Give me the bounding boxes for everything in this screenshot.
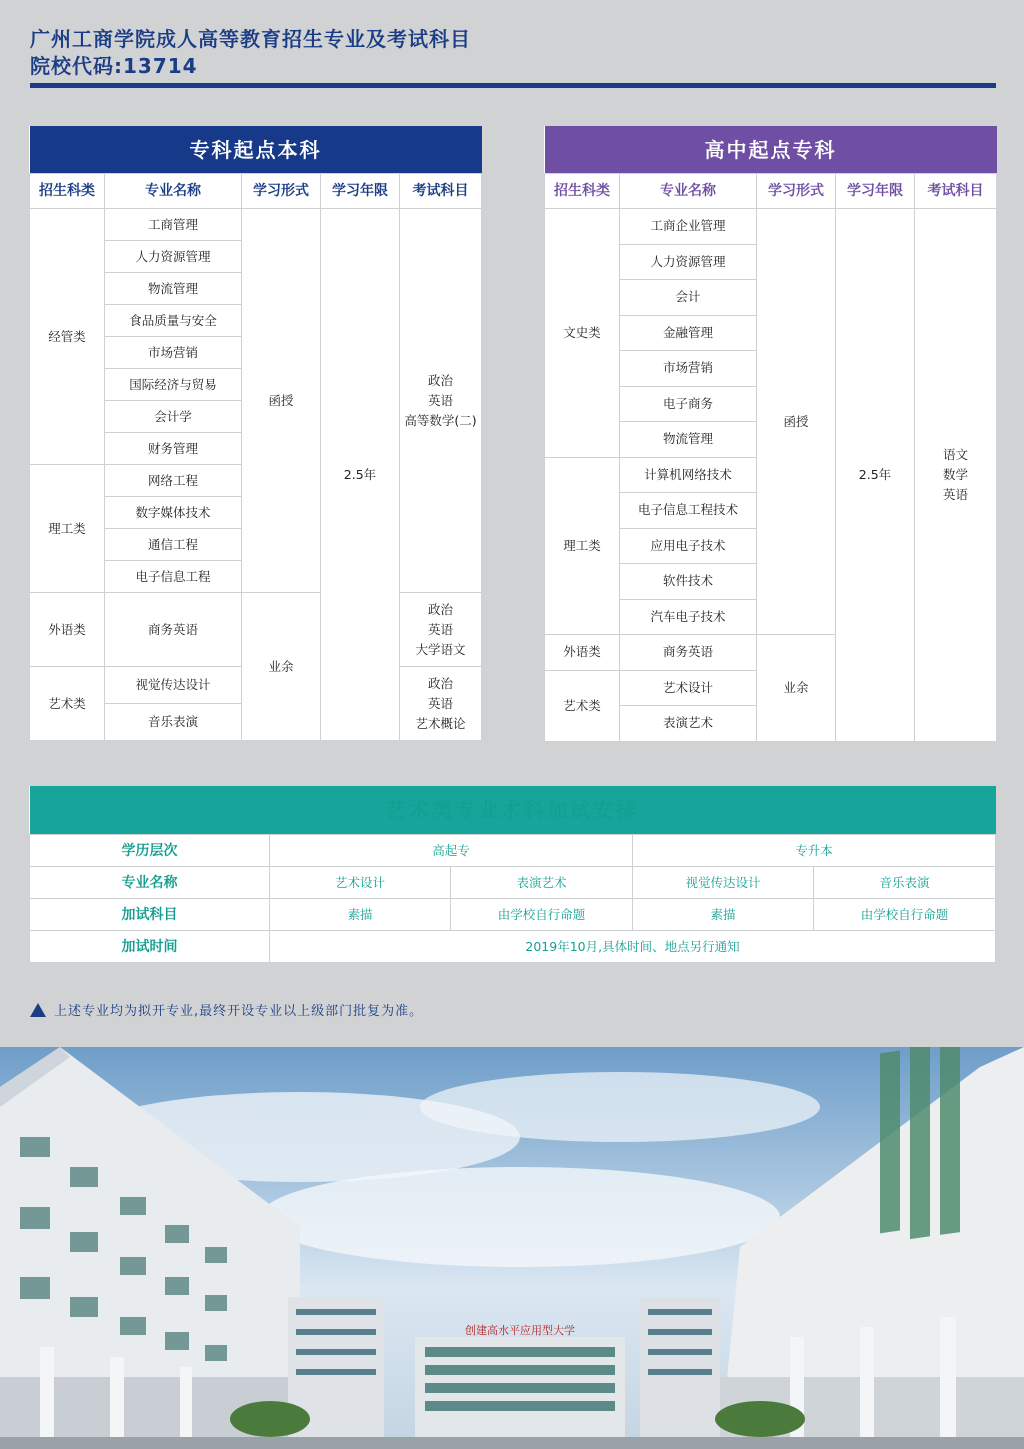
exam-subject: 政治 <box>428 601 454 617</box>
exam-subject: 英语 <box>943 486 969 502</box>
campus-illustration <box>0 1047 1024 1449</box>
major-cell: 表演艺术 <box>451 867 633 899</box>
major-cell: 食品质量与安全 <box>105 305 242 337</box>
major-cell: 艺术设计 <box>270 867 451 899</box>
major-cell: 音乐表演 <box>105 704 242 741</box>
table1-header: 学习形式 <box>242 174 321 209</box>
major-cell: 视觉传达设计 <box>105 667 242 704</box>
title-line-1: 广州工商学院成人高等教育招生专业及考试科目 <box>30 27 471 51</box>
study-years-cell: 2.5年 <box>321 209 400 741</box>
exam-subjects-cell <box>400 593 482 667</box>
major-cell: 金融管理 <box>620 315 757 351</box>
major-cell: 市场营销 <box>105 337 242 369</box>
table1-header: 招生科类 <box>30 174 105 209</box>
major-cell: 电子信息工程 <box>105 561 242 593</box>
major-cell: 商务英语 <box>105 593 242 667</box>
major-cell: 视觉传达设计 <box>633 867 814 899</box>
major-cell: 汽车电子技术 <box>620 599 757 635</box>
major-cell: 电子商务 <box>620 386 757 422</box>
exam-subject: 英语 <box>428 392 454 408</box>
table-art-exam-arrangement <box>29 786 996 963</box>
major-cell: 物流管理 <box>105 273 242 305</box>
category-cell: 文史类 <box>545 209 620 458</box>
building-sign: 创建高水平应用型大学 <box>465 1324 575 1337</box>
exam-subject: 艺术概论 <box>415 715 466 731</box>
major-cell: 会计 <box>620 280 757 316</box>
footnote <box>30 1000 423 1019</box>
campus-photo <box>0 1047 1024 1449</box>
table1-header: 考试科目 <box>400 174 482 209</box>
study-form-cell: 函授 <box>757 209 836 635</box>
exam-subject: 英语 <box>428 621 454 637</box>
exam-subject: 高等数学(二) <box>404 412 477 428</box>
exam-subject: 大学语文 <box>415 641 466 657</box>
category-cell: 艺术类 <box>545 670 620 741</box>
title-rule <box>30 83 996 88</box>
major-cell: 数字媒体技术 <box>105 497 242 529</box>
table2-banner: 高中起点专科 <box>545 126 997 174</box>
exam-subject: 语文 <box>943 446 969 462</box>
major-cell: 软件技术 <box>620 564 757 600</box>
exam-subjects-cell <box>400 667 482 741</box>
major-cell: 人力资源管理 <box>105 241 242 273</box>
category-cell: 理工类 <box>545 457 620 635</box>
major-cell: 网络工程 <box>105 465 242 497</box>
subject-cell: 由学校自行命题 <box>814 899 996 931</box>
row-label: 学历层次 <box>30 835 270 867</box>
study-form-cell: 业余 <box>242 593 321 741</box>
page-title <box>30 26 471 80</box>
subject-cell: 素描 <box>270 899 451 931</box>
triangle-icon <box>30 1003 46 1017</box>
footnote-text: 上述专业均为拟开专业,最终开设专业以上级部门批复为准。 <box>54 1004 424 1019</box>
study-years-cell: 2.5年 <box>836 209 915 742</box>
major-cell: 工商企业管理 <box>620 209 757 245</box>
row-label: 加试科目 <box>30 899 270 931</box>
level-cell: 高起专 <box>270 835 633 867</box>
category-cell: 经管类 <box>30 209 105 465</box>
time-cell: 2019年10月,具体时间、地点另行通知 <box>270 931 996 963</box>
major-cell: 国际经济与贸易 <box>105 369 242 401</box>
study-form-cell: 业余 <box>757 635 836 742</box>
table2-header: 专业名称 <box>620 174 757 209</box>
major-cell: 会计学 <box>105 401 242 433</box>
table-associate-to-bachelor <box>29 126 482 741</box>
major-cell: 通信工程 <box>105 529 242 561</box>
major-cell: 计算机网络技术 <box>620 457 757 493</box>
major-cell: 电子信息工程技术 <box>620 493 757 529</box>
subject-cell: 素描 <box>633 899 814 931</box>
category-cell: 外语类 <box>545 635 620 671</box>
major-cell: 物流管理 <box>620 422 757 458</box>
exam-subjects-cell <box>915 209 997 742</box>
table2-header: 学习年限 <box>836 174 915 209</box>
major-cell: 财务管理 <box>105 433 242 465</box>
category-cell: 理工类 <box>30 465 105 593</box>
category-cell: 艺术类 <box>30 667 105 741</box>
major-cell: 商务英语 <box>620 635 757 671</box>
school-code: 院校代码:13714 <box>30 54 198 78</box>
major-cell: 市场营销 <box>620 351 757 387</box>
major-cell: 工商管理 <box>105 209 242 241</box>
subject-cell: 由学校自行命题 <box>451 899 633 931</box>
major-cell: 艺术设计 <box>620 670 757 706</box>
table2-header: 学习形式 <box>757 174 836 209</box>
major-cell: 音乐表演 <box>814 867 996 899</box>
major-cell: 应用电子技术 <box>620 528 757 564</box>
exam-subject: 政治 <box>428 675 454 691</box>
table1-header: 学习年限 <box>321 174 400 209</box>
row-label: 专业名称 <box>30 867 270 899</box>
category-cell: 外语类 <box>30 593 105 667</box>
level-cell: 专升本 <box>633 835 996 867</box>
major-cell: 表演艺术 <box>620 706 757 742</box>
exam-subject: 英语 <box>428 695 454 711</box>
study-form-cell: 函授 <box>242 209 321 593</box>
table1-banner: 专科起点本科 <box>30 126 482 174</box>
row-label: 加试时间 <box>30 931 270 963</box>
exam-subject: 政治 <box>428 372 454 388</box>
exam-subjects-cell <box>400 209 482 593</box>
major-cell: 人力资源管理 <box>620 244 757 280</box>
table1-header: 专业名称 <box>105 174 242 209</box>
table2-header: 招生科类 <box>545 174 620 209</box>
table2-header: 考试科目 <box>915 174 997 209</box>
exam-subject: 数学 <box>943 466 969 482</box>
table-highschool-to-associate <box>544 126 997 742</box>
table3-banner: 艺术类专业术科加试安排 <box>30 786 996 835</box>
